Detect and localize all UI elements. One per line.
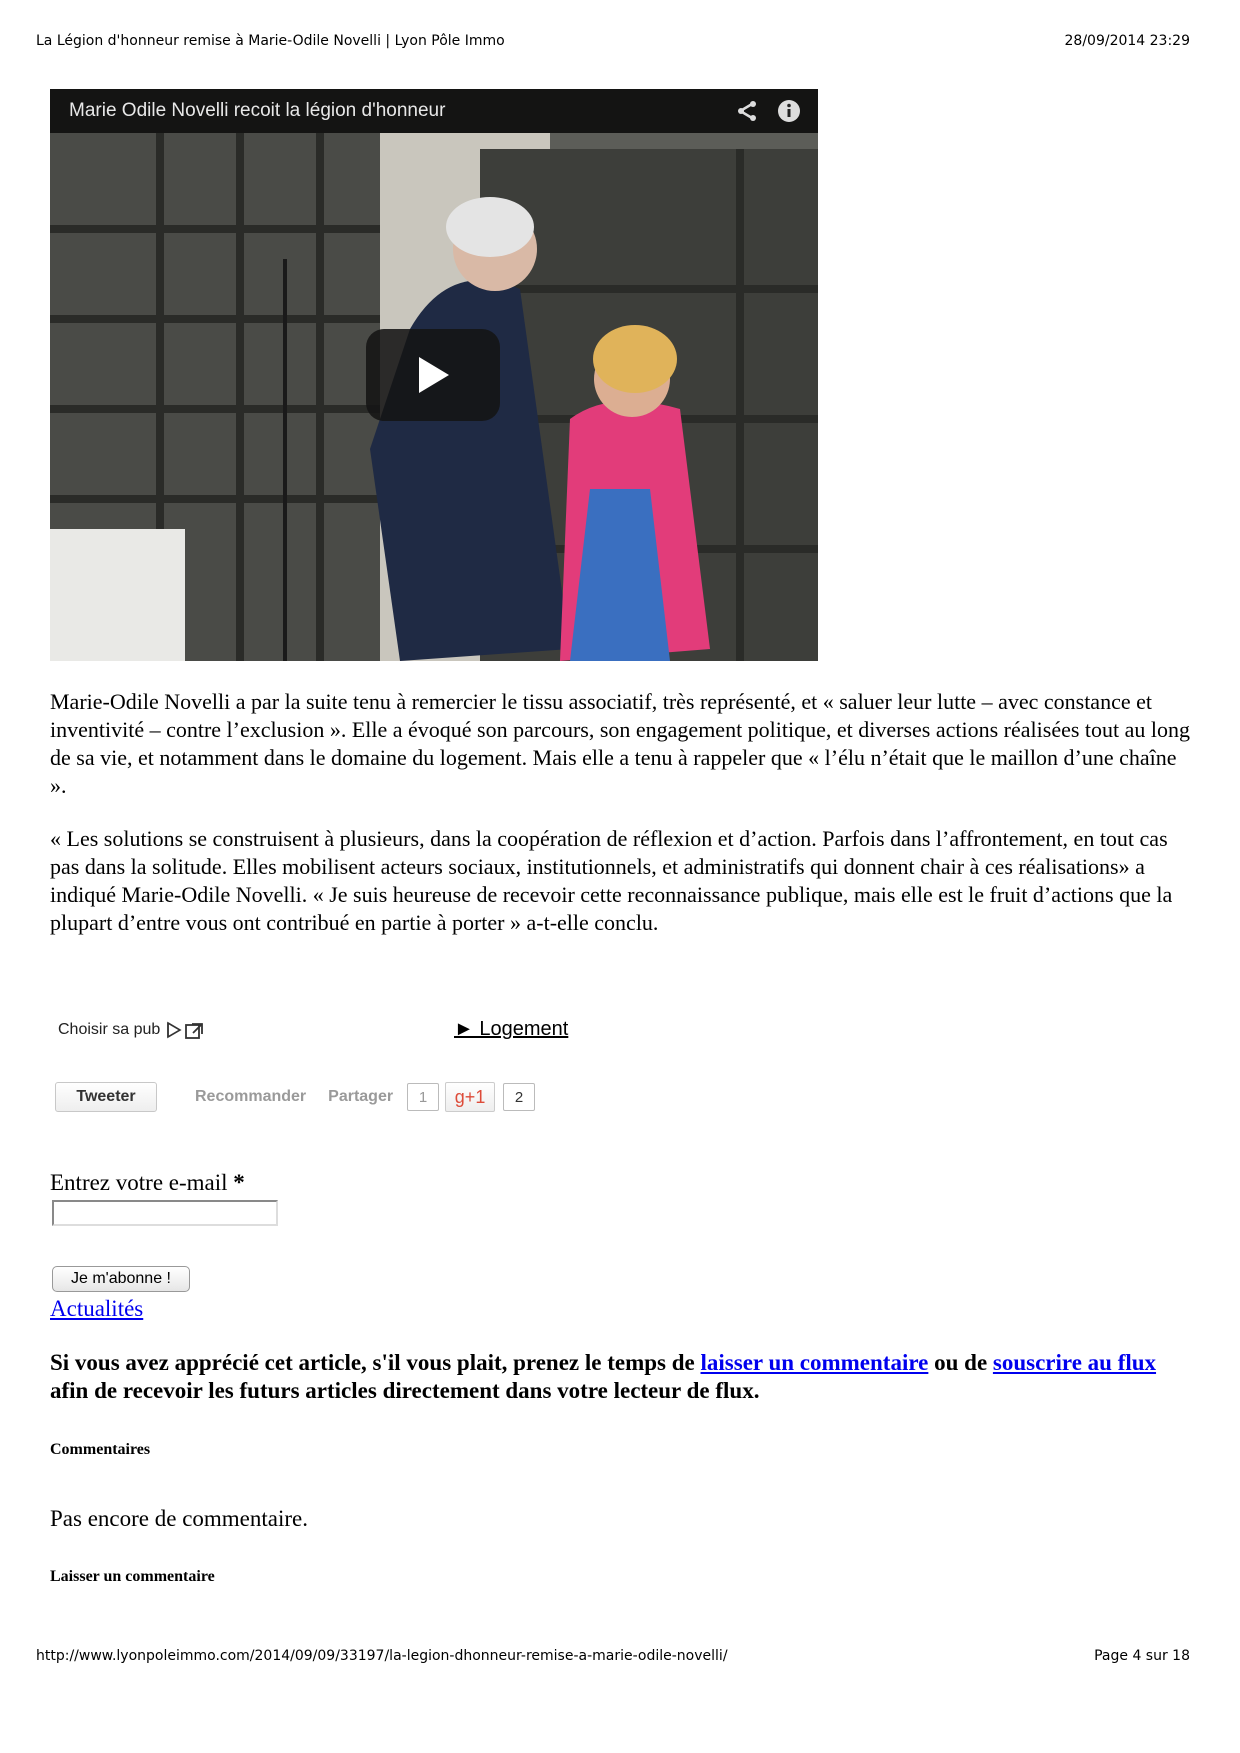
- required-mark: *: [233, 1170, 245, 1195]
- leave-comment-heading: Laisser un commentaire: [50, 1568, 215, 1585]
- subscribe-feed-link[interactable]: souscrire au flux: [992, 1350, 1157, 1375]
- ad-choice[interactable]: [58, 1020, 206, 1040]
- adchoices-icon: [166, 1020, 206, 1040]
- print-footer-page: Page 4 sur 18: [1094, 1648, 1190, 1664]
- comments-heading: Commentaires: [50, 1441, 151, 1458]
- video-title-bar: [50, 89, 818, 133]
- cta-part2: ou de: [928, 1350, 993, 1375]
- subscribe-button[interactable]: Je m'abonne !: [52, 1266, 190, 1292]
- share-count: 1: [407, 1083, 439, 1111]
- email-label-text: Entrez votre e-mail: [50, 1170, 228, 1195]
- play-button[interactable]: [366, 329, 500, 421]
- social-bar: [55, 1082, 535, 1112]
- email-label: [50, 1170, 245, 1196]
- print-footer-url: http://www.lyonpoleimmo.com/2014/09/09/33197/la-legion-dhonneur-remise-a-marie-odile-novelli/: [36, 1648, 728, 1664]
- gplus-button[interactable]: g+1: [445, 1082, 495, 1112]
- article-paragraph: « Les solutions se construisent à plusieurs, dans la coopération de réflexion et d’action. Parfois dans l’affrontement, en tout cas pas dans la solitude. Elles mobilisent acteurs sociaux, institutionnels, et administratifs qui donnent chair à ces réalisations» a indiqué Marie-Odile Novelli. « Je suis heureuse de recevoir cette reconnaissance publique, mais elle est le fruit d’actions que la plupart d’entre vous ont contribué en partie à porter » a-t-elle conclu.: [50, 826, 1173, 935]
- play-icon: [413, 355, 453, 395]
- share-icon[interactable]: [734, 98, 760, 124]
- ad-choice-label: Choisir sa pub: [58, 1021, 161, 1038]
- leave-comment-link[interactable]: laisser un commentaire: [700, 1350, 929, 1375]
- print-header-datetime: 28/09/2014 23:29: [1064, 33, 1190, 49]
- no-comments-text: Pas encore de commentaire.: [50, 1506, 308, 1531]
- video-title[interactable]: Marie Odile Novelli recoit la légion d'honneur: [69, 100, 446, 121]
- gplus-count: 2: [503, 1083, 535, 1111]
- ad-logement-link[interactable]: ► Logement: [454, 1018, 569, 1040]
- video-player[interactable]: [50, 89, 818, 661]
- cta-text: [50, 1349, 1200, 1405]
- news-link[interactable]: Actualités: [50, 1296, 144, 1321]
- print-header-title: La Légion d'honneur remise à Marie-Odile Novelli | Lyon Pôle Immo: [36, 33, 505, 49]
- article-paragraph: Marie-Odile Novelli a par la suite tenu à remercier le tissu associatif, très représenté, et « saluer leur lutte – avec constance et inventivité – contre l’exclusion ». Elle a évoqué son parcours, son engagement politique, et diverses actions réalisées tout au long de sa vie, et notamment dans le domaine du logement. Mais elle a tenu à rappeler que « l’élu n’était que le maillon d’une chaîne ».: [50, 689, 1191, 798]
- info-icon[interactable]: [776, 98, 802, 124]
- share-button[interactable]: Partager: [328, 1088, 394, 1105]
- recommend-button[interactable]: Recommander: [195, 1088, 307, 1105]
- cta-part3: afin de recevoir les futurs articles directement dans votre lecteur de flux.: [50, 1378, 760, 1403]
- tweet-button[interactable]: Tweeter: [55, 1082, 157, 1112]
- email-input[interactable]: [52, 1200, 278, 1226]
- cta-part1: Si vous avez apprécié cet article, s'il vous plait, prenez le temps de: [50, 1350, 701, 1375]
